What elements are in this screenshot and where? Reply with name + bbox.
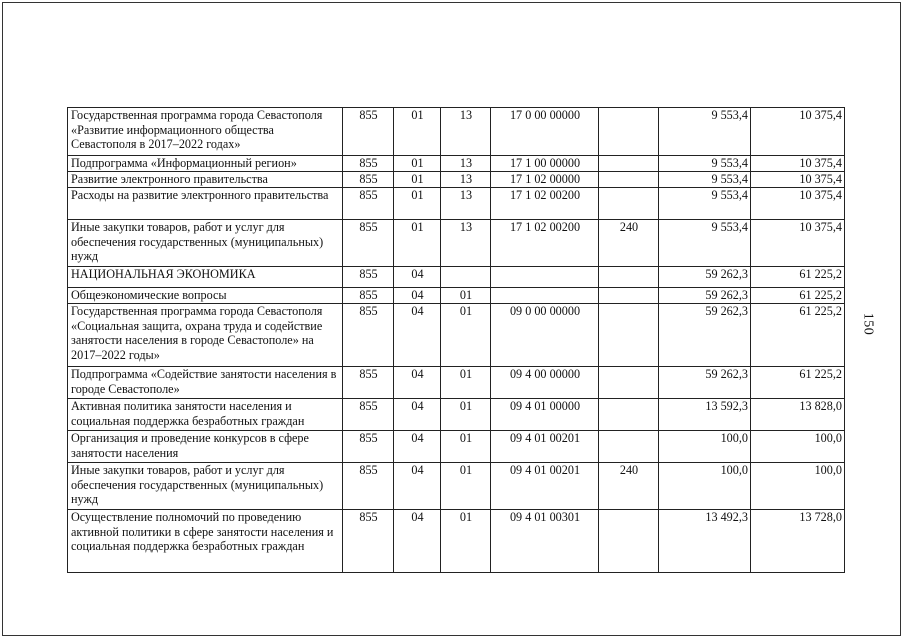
row-amount-1: 9 553,4 (659, 108, 751, 156)
row-pr: 13 (441, 188, 491, 220)
table-row (68, 304, 845, 367)
row-name: Подпрограмма «Содействие занятости населения в городе Севастополе» (68, 367, 343, 399)
row-amount-1: 59 262,3 (659, 288, 751, 304)
table-row (68, 463, 845, 510)
row-name: НАЦИОНАЛЬНАЯ ЭКОНОМИКА (68, 267, 343, 288)
row-csr: 09 4 01 00201 (491, 431, 599, 463)
row-rz: 01 (394, 156, 441, 172)
row-amount-2: 10 375,4 (751, 188, 845, 220)
table-row (68, 510, 845, 573)
row-csr (491, 288, 599, 304)
row-amount-2: 13 828,0 (751, 399, 845, 431)
row-name: Активная политика занятости населения и социальная поддержка безработных граждан (68, 399, 343, 431)
row-amount-2: 61 225,2 (751, 367, 845, 399)
row-amount-2: 13 728,0 (751, 510, 845, 573)
row-amount-1: 9 553,4 (659, 220, 751, 267)
row-pr: 13 (441, 156, 491, 172)
row-ved: 855 (343, 304, 394, 367)
table-row (68, 267, 845, 288)
row-csr: 17 1 00 00000 (491, 156, 599, 172)
row-amount-1: 59 262,3 (659, 367, 751, 399)
row-csr: 17 1 02 00000 (491, 172, 599, 188)
page-number: 150 (860, 312, 876, 336)
row-vr (599, 188, 659, 220)
row-amount-1: 13 492,3 (659, 510, 751, 573)
row-pr: 01 (441, 510, 491, 573)
row-name: Подпрограмма «Информационный регион» (68, 156, 343, 172)
row-name: Общеэкономические вопросы (68, 288, 343, 304)
row-amount-2: 61 225,2 (751, 288, 845, 304)
row-vr: 240 (599, 463, 659, 510)
row-pr: 01 (441, 431, 491, 463)
row-amount-2: 10 375,4 (751, 156, 845, 172)
table-row (68, 367, 845, 399)
row-name: Государственная программа города Севастополя «Социальная защита, охрана труда и содействие занятости населения в городе Севастополе» на 2017–2022 годы» (68, 304, 343, 367)
row-amount-1: 59 262,3 (659, 267, 751, 288)
row-csr: 17 1 02 00200 (491, 188, 599, 220)
row-ved: 855 (343, 188, 394, 220)
budget-table (67, 107, 845, 573)
row-amount-1: 59 262,3 (659, 304, 751, 367)
row-vr (599, 108, 659, 156)
row-pr: 13 (441, 108, 491, 156)
table-row (68, 188, 845, 220)
row-amount-1: 13 592,3 (659, 399, 751, 431)
row-name: Развитие электронного правительства (68, 172, 343, 188)
row-csr: 09 0 00 00000 (491, 304, 599, 367)
row-rz: 04 (394, 267, 441, 288)
row-rz: 04 (394, 304, 441, 367)
row-name: Организация и проведение конкурсов в сфере занятости населения (68, 431, 343, 463)
row-pr: 01 (441, 463, 491, 510)
row-vr (599, 510, 659, 573)
row-vr (599, 304, 659, 367)
row-pr (441, 267, 491, 288)
row-name: Иные закупки товаров, работ и услуг для обеспечения государственных (муниципальных) нужд (68, 220, 343, 267)
row-amount-2: 10 375,4 (751, 172, 845, 188)
row-ved: 855 (343, 108, 394, 156)
table-row (68, 172, 845, 188)
row-csr: 17 1 02 00200 (491, 220, 599, 267)
row-pr: 01 (441, 399, 491, 431)
row-vr: 240 (599, 220, 659, 267)
row-ved: 855 (343, 288, 394, 304)
row-ved: 855 (343, 172, 394, 188)
table-row (68, 220, 845, 267)
row-csr (491, 267, 599, 288)
row-rz: 01 (394, 108, 441, 156)
row-rz: 04 (394, 463, 441, 510)
table-row (68, 288, 845, 304)
table-row (68, 431, 845, 463)
row-csr: 09 4 01 00201 (491, 463, 599, 510)
row-ved: 855 (343, 463, 394, 510)
row-ved: 855 (343, 399, 394, 431)
row-ved: 855 (343, 431, 394, 463)
row-name: Расходы на развитие электронного правительства (68, 188, 343, 220)
row-ved: 855 (343, 220, 394, 267)
row-amount-2: 100,0 (751, 463, 845, 510)
row-amount-2: 100,0 (751, 431, 845, 463)
row-vr (599, 431, 659, 463)
row-amount-1: 9 553,4 (659, 172, 751, 188)
row-amount-2: 10 375,4 (751, 108, 845, 156)
row-rz: 04 (394, 431, 441, 463)
row-csr: 09 4 00 00000 (491, 367, 599, 399)
row-ved: 855 (343, 156, 394, 172)
row-amount-1: 9 553,4 (659, 156, 751, 172)
row-pr: 01 (441, 367, 491, 399)
row-vr (599, 156, 659, 172)
row-amount-2: 61 225,2 (751, 304, 845, 367)
table-row (68, 108, 845, 156)
row-pr: 01 (441, 304, 491, 367)
row-rz: 01 (394, 188, 441, 220)
row-amount-2: 10 375,4 (751, 220, 845, 267)
row-rz: 01 (394, 172, 441, 188)
table-row (68, 156, 845, 172)
row-vr (599, 288, 659, 304)
row-ved: 855 (343, 367, 394, 399)
row-amount-1: 100,0 (659, 463, 751, 510)
row-ved: 855 (343, 510, 394, 573)
row-pr: 13 (441, 220, 491, 267)
row-rz: 01 (394, 220, 441, 267)
row-amount-2: 61 225,2 (751, 267, 845, 288)
row-vr (599, 267, 659, 288)
row-csr: 09 4 01 00301 (491, 510, 599, 573)
table-row (68, 399, 845, 431)
row-amount-1: 100,0 (659, 431, 751, 463)
row-rz: 04 (394, 510, 441, 573)
row-rz: 04 (394, 399, 441, 431)
row-name: Осуществление полномочий по проведению активной политики в сфере занятости населения и социальная поддержка безработных граждан (68, 510, 343, 573)
row-name: Иные закупки товаров, работ и услуг для обеспечения государственных (муниципальных) нужд (68, 463, 343, 510)
row-amount-1: 9 553,4 (659, 188, 751, 220)
row-rz: 04 (394, 367, 441, 399)
row-vr (599, 172, 659, 188)
row-rz: 04 (394, 288, 441, 304)
row-vr (599, 367, 659, 399)
row-pr: 13 (441, 172, 491, 188)
row-csr: 09 4 01 00000 (491, 399, 599, 431)
row-name: Государственная программа города Севастополя «Развитие информационного общества Севастополя в 2017–2022 годах» (68, 108, 343, 156)
row-csr: 17 0 00 00000 (491, 108, 599, 156)
row-ved: 855 (343, 267, 394, 288)
row-vr (599, 399, 659, 431)
row-pr: 01 (441, 288, 491, 304)
